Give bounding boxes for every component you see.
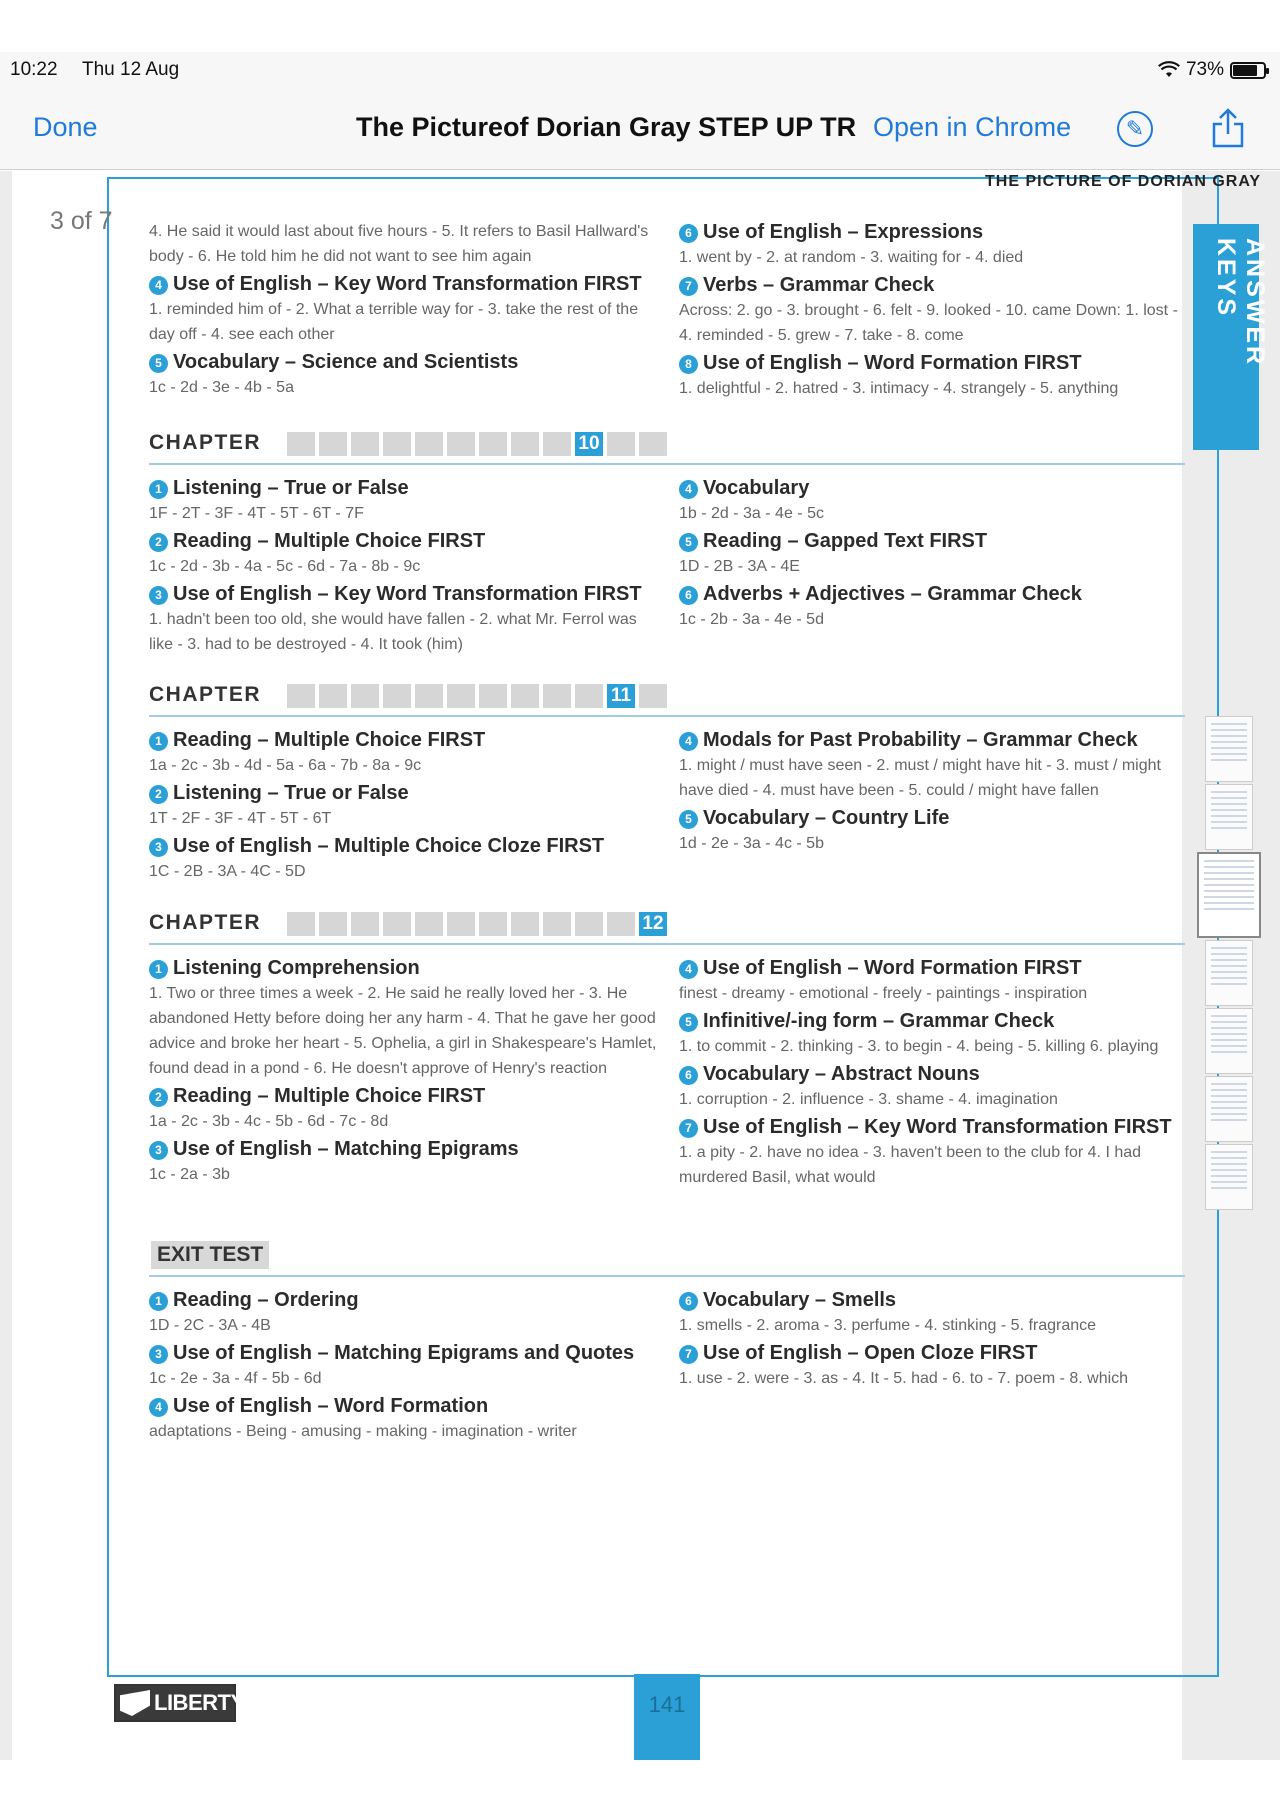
exercise [679,219,1189,270]
exercise [149,955,659,1081]
exercise-answers: 1c - 2e - 3a - 4f - 5b - 6d [149,1370,322,1387]
exercise-number: 4 [149,1398,168,1417]
exercise-answers: 1. might / must have seen - 2. must / might have hit - 3. must / might have died - 4. must have been - 5. could / might have fallen [679,757,1161,799]
exercise-title: Vocabulary – Smells [703,1289,897,1311]
exercise [679,272,1189,348]
exercise-title: Listening – True or False [173,782,409,804]
exercise-title: Use of English – Key Word Transformation FIRST [703,1116,1172,1138]
exercise-title: Vocabulary – Country Life [703,807,950,829]
viewer-toolbar [0,88,1280,170]
exercise-title: Reading – Multiple Choice FIRST [173,530,486,552]
exercise-answers: 1F - 2T - 3F - 4T - 5T - 6T - 7F [149,505,364,522]
page-thumbnail[interactable] [1205,1008,1253,1074]
exercise-number: 5 [679,810,698,829]
exercise [149,349,659,400]
exercise-title: Use of English – Matching Epigrams and Quotes [173,1342,635,1364]
divider [149,715,1185,717]
exercise [679,1340,1189,1391]
exercise-number: 6 [679,224,698,243]
wifi-icon [1158,61,1180,79]
status-right [1158,59,1266,81]
exercise [679,955,1189,1006]
chapter-number: 12 [639,912,667,936]
publisher-logo [114,1684,245,1722]
exercise-answers: 1T - 2F - 3F - 4T - 5T - 6T [149,810,332,827]
chapter-number: 11 [607,684,635,708]
exercise [679,581,1189,632]
exercise-title: Use of English – Word Formation FIRST [703,957,1082,979]
page-thumbnail[interactable] [1205,1076,1253,1142]
exercise [149,475,659,526]
exercise-title: Vocabulary [703,477,810,499]
exercise-number: 7 [679,1119,698,1138]
answer-keys-label: ANSWER KEYS [1212,238,1269,368]
exercise-number: 1 [149,480,168,499]
page-thumbnail-current[interactable] [1197,852,1261,938]
exercise-number: 3 [149,1141,168,1160]
exercise-title: Vocabulary – Science and Scientists [173,351,519,373]
exercise-answers: 4. He said it would last about five hours - 5. It refers to Basil Hallward's body - 6. He told him he did not want to see him again [149,223,649,265]
exercise-title: Use of English – Expressions [703,221,984,243]
exercise-answers: adaptations - Being - amusing - making - imagination - writer [149,1423,577,1440]
exercise [149,727,659,778]
exercise [679,1061,1189,1112]
exercise-answers: 1C - 2B - 3A - 4C - 5D [149,863,306,880]
exercise-answers: 1. to commit - 2. thinking - 3. to begin - 4. being - 5. killing 6. playing [679,1038,1159,1055]
exercise-number: 3 [149,586,168,605]
running-title: THE PICTURE OF DORIAN GRAY [985,173,1262,187]
page-thumbnail[interactable] [1205,1144,1253,1210]
exercise [679,528,1189,579]
page-thumbnail[interactable] [1205,940,1253,1006]
page-number: 141 [634,1674,700,1760]
exercise-answers: 1. Two or three times a week - 2. He said he really loved her - 3. He abandoned Hetty before doing her any harm - 4. That he gave her good advice and broke her heart - 5. Ophelia, a girl in Shakespeare's Hamlet, found dead in a pond - 6. He doesn't approve of Henry's reaction [149,985,657,1077]
chapter-12-left-column [149,953,659,1187]
exercise-number: 4 [679,960,698,979]
exercise [149,1340,659,1391]
exercise [679,1008,1189,1059]
exercise [149,528,659,579]
chapter-11-right-column [679,725,1189,856]
exercise [149,1393,659,1444]
chapter-progress-boxes [287,432,667,456]
divider [149,943,1185,945]
exercise-number: 6 [679,586,698,605]
exercise-title: Use of English – Key Word Transformation FIRST [173,273,642,295]
battery-icon [1230,62,1266,79]
exercise-answers: 1b - 2d - 3a - 4e - 5c [679,505,824,522]
exercise-title: Reading – Multiple Choice FIRST [173,1085,486,1107]
chapter-heading: CHAPTER [149,911,262,934]
exercise [149,581,659,657]
exercise-answers: 1. corruption - 2. influence - 3. shame - 4. imagination [679,1091,1058,1108]
exercise-title: Use of English – Word Formation FIRST [703,352,1082,374]
exercise-number: 2 [149,785,168,804]
exit-test-left-column [149,1285,659,1444]
exercise-title: Reading – Gapped Text FIRST [703,530,988,552]
exercise-answers: finest - dreamy - emotional - freely - paintings - inspiration [679,985,1088,1002]
exercise-answers: 1. use - 2. were - 3. as - 4. It - 5. had - 6. to - 7. poem - 8. which [679,1370,1129,1387]
exit-test-heading: EXIT TEST [151,1241,269,1269]
exercise [679,1114,1189,1190]
bottom-area [0,1760,1280,1811]
exercise-answers: 1. smells - 2. aroma - 3. perfume - 4. stinking - 5. fragrance [679,1317,1097,1334]
chapter-12-right-column [679,953,1189,1190]
publisher-logo-text: LIBERTY [154,1690,245,1715]
exercise [679,350,1189,401]
status-date: Thu 12 Aug [82,59,180,80]
exercise-number: 1 [149,960,168,979]
exercise-answers: 1c - 2d - 3b - 4a - 5c - 6d - 7a - 8b - 9c [149,558,421,575]
exercise-number: 8 [679,355,698,374]
exercise-number: 5 [679,1013,698,1032]
document-viewport[interactable] [0,171,1280,1760]
status-time: 10:22 [10,59,58,80]
exercise-title: Listening – True or False [173,477,409,499]
exercise-answers: 1. delightful - 2. hatred - 3. intimacy - 4. strangely - 5. anything [679,380,1119,397]
chapter-heading: CHAPTER [149,431,262,454]
done-button[interactable]: Done [33,112,98,142]
exercise-title: Reading – Ordering [173,1289,359,1311]
exercise-title: Listening Comprehension [173,957,420,979]
exercise-answers: 1D - 2B - 3A - 4E [679,558,800,575]
exercise-title: Use of English – Multiple Choice Cloze FIRST [173,835,605,857]
exercise [679,805,1189,856]
battery-percent: 73% [1185,59,1224,80]
exercise-title: Use of English – Matching Epigrams [173,1138,519,1160]
exercise-number: 1 [149,1292,168,1311]
markup-icon[interactable]: ✎ [1117,111,1153,147]
exercise-number: 6 [679,1066,698,1085]
exercise-title: Use of English – Key Word Transformation FIRST [173,583,642,605]
page-counter: 3 of 7 [50,207,113,235]
exercise-number: 4 [149,276,168,295]
exercise-title: Use of English – Word Formation [173,1395,489,1417]
chapter-heading: CHAPTER [149,683,262,706]
exercise [679,475,1189,526]
page-thumbnail[interactable] [1205,716,1253,782]
exercise [679,1287,1189,1338]
exercise-answers: 1a - 2c - 3b - 4d - 5a - 6a - 7b - 8a - 9c [149,757,422,774]
exercise-answers: 1c - 2d - 3e - 4b - 5a [149,379,294,396]
exercise-number: 4 [679,732,698,751]
exercise-number: 2 [149,1088,168,1107]
exercise-title: Adverbs + Adjectives – Grammar Check [703,583,1082,605]
answer-keys-tab [1193,224,1269,450]
top-right-column [679,217,1189,401]
exercise-title: Use of English – Open Cloze FIRST [703,1342,1038,1364]
exercise-answers: 1d - 2e - 3a - 4c - 5b [679,835,824,852]
share-icon[interactable] [1208,106,1248,150]
exercise-title: Verbs – Grammar Check [703,274,935,296]
exercise-answers: 1c - 2a - 3b [149,1166,230,1183]
exercise [149,271,659,347]
chapter-10-right-column [679,473,1189,632]
exercise [149,1287,659,1338]
exercise-title: Reading – Multiple Choice FIRST [173,729,486,751]
exercise-number: 6 [679,1292,698,1311]
exercise [149,833,659,884]
exercise-number: 3 [149,1345,168,1364]
exercise-number: 7 [679,277,698,296]
chapter-10-left-column [149,473,659,657]
exercise [149,219,659,269]
page-thumbnail[interactable] [1205,784,1253,850]
exercise-title: Vocabulary – Abstract Nouns [703,1063,980,1085]
document-title: The Pictureof Dorian Gray STEP UP TR [356,112,857,142]
exit-test-right-column [679,1285,1189,1391]
exercise [679,727,1189,803]
exercise-number: 3 [149,838,168,857]
exercise-title: Modals for Past Probability – Grammar Check [703,729,1138,751]
divider [149,1275,1185,1277]
exercise-answers: 1c - 2b - 3a - 4e - 5d [679,611,824,628]
chapter-progress-boxes [287,684,667,708]
exercise-answers: 1. a pity - 2. have no idea - 3. haven't been to the club for 4. I had murdered Basil, what would [679,1144,1142,1186]
exercise-answers: 1. went by - 2. at random - 3. waiting for - 4. died [679,249,1024,266]
exercise-number: 4 [679,480,698,499]
exercise-answers: 1D - 2C - 3A - 4B [149,1317,271,1334]
exercise-number: 7 [679,1345,698,1364]
page-thumbnail-strip[interactable] [1205,716,1257,1212]
exercise-answers: 1a - 2c - 3b - 4c - 5b - 6d - 7c - 8d [149,1113,389,1130]
divider [149,463,1185,465]
status-bar [0,52,1280,88]
exercise-answers: 1. hadn't been too old, she would have fallen - 2. what Mr. Ferrol was like - 3. had to be destroyed - 4. It took (him) [149,611,637,653]
chapter-11-left-column [149,725,659,884]
exercise-answers: Across: 2. go - 3. brought - 6. felt - 9. looked - 10. came Down: 1. lost - 4. reminded - 5. grew - 7. take - 8. come [679,302,1178,344]
open-in-chrome-button[interactable]: Open in Chrome [873,112,1072,142]
exercise-answers: 1. reminded him of - 2. What a terrible way for - 3. take the rest of the day off - 4. see each other [149,301,639,343]
exercise-number: 5 [149,354,168,373]
exercise-title: Infinitive/-ing form – Grammar Check [703,1010,1055,1032]
chapter-number: 10 [575,432,603,456]
exercise [149,780,659,831]
exercise-number: 2 [149,533,168,552]
exercise [149,1136,659,1187]
exercise [149,1083,659,1134]
exercise-number: 1 [149,732,168,751]
chapter-progress-boxes [287,912,667,936]
exercise-number: 5 [679,533,698,552]
top-left-column [149,217,659,400]
